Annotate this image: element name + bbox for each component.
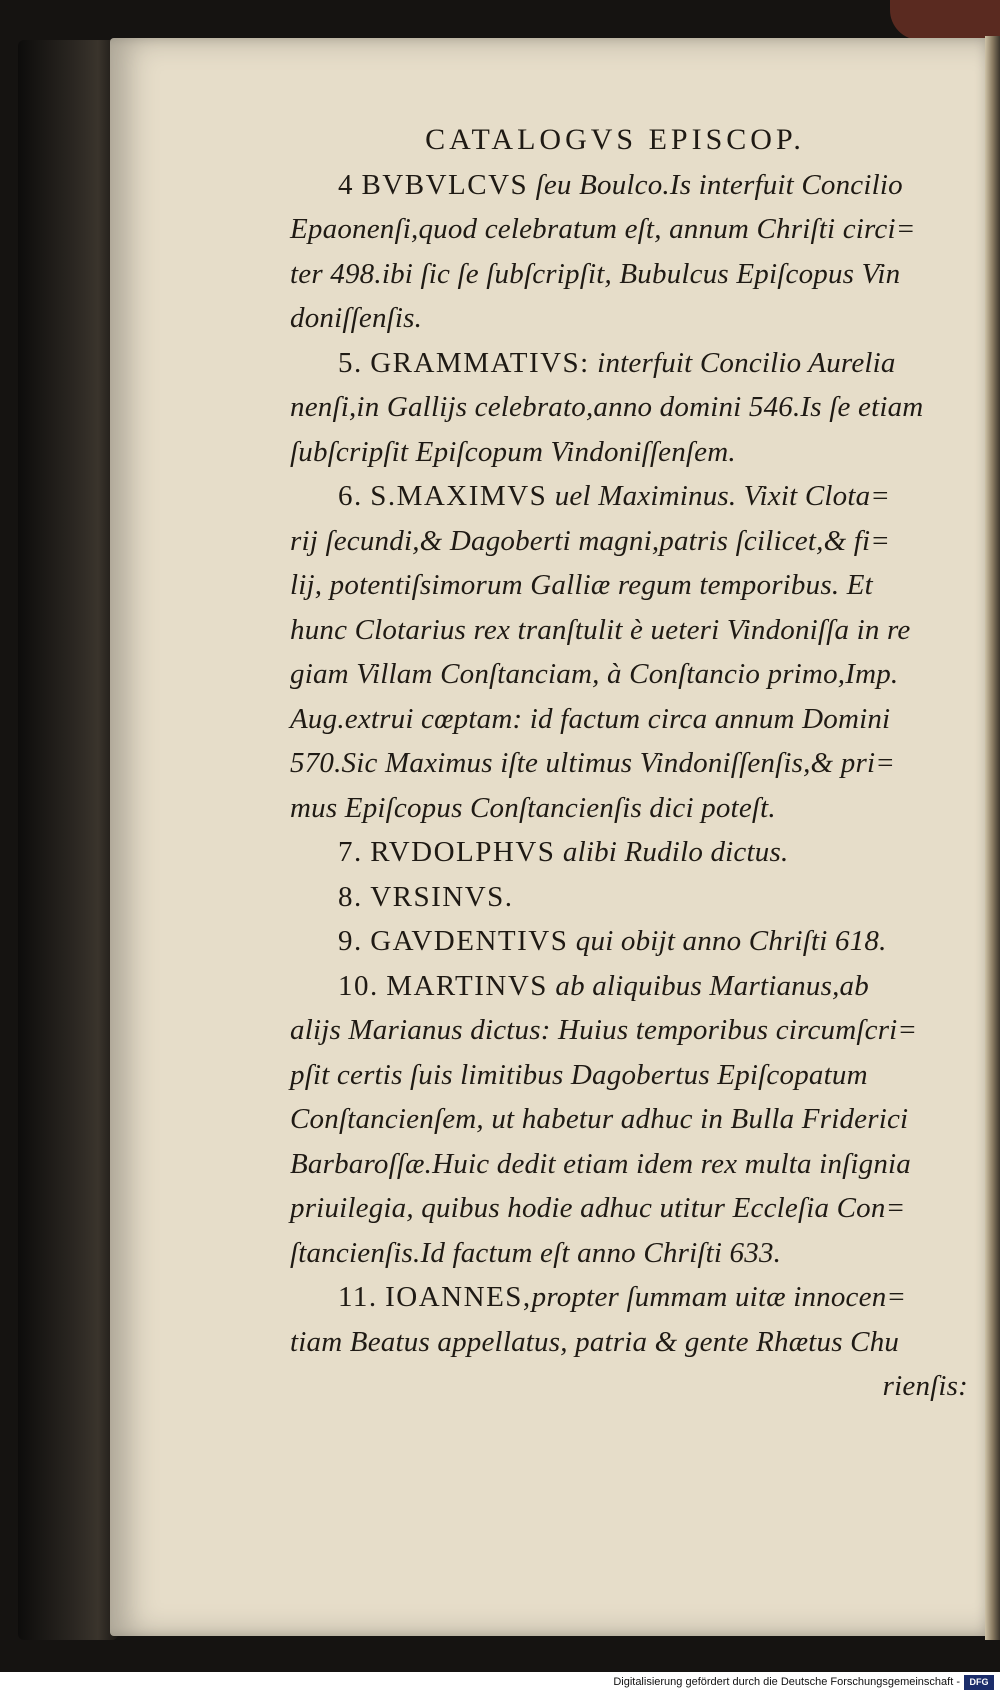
line-text: Conſtancienſem, ut habetur adhuc in Bulla Friderici [290,1103,909,1135]
text-line [290,1275,980,1320]
text-line [290,919,980,964]
line-text: giam Villam Conſtanciam, à Conſtancio primo,Imp. [290,658,899,690]
book-spine [18,40,118,1640]
bishop-name: RVDOLPHVS [370,836,556,868]
text-line [290,430,980,475]
bishop-name: MARTINVS [386,969,548,1002]
digitization-footer [0,1672,1000,1694]
line-text: hunc Clotarius rex tranſtulit è ueteri Vindoniſſa in re [290,613,911,646]
entry-number: 10. [338,969,379,1002]
catalog-entry [290,163,980,341]
line-text: interfuit Concilio Aurelia [589,346,896,379]
entry-number: 9. [338,925,363,957]
line-text: Epaonenſi,quod celebratum eſt, annum Chriſti circi= [290,213,916,245]
catalog-entry [290,341,980,475]
line-text: alibi Rudilo dictus. [555,836,789,868]
line-text: priuilegia, quibus hodie adhuc utitur Eccleſia Con= [290,1192,906,1224]
line-text: ab aliquibus Martianus,ab [547,969,869,1002]
dfg-logo: DFG [964,1675,994,1690]
line-text: doniſſenſis. [290,302,423,334]
text-line [290,474,980,519]
catalog-entry [290,830,980,875]
text-line [290,608,980,653]
text-line [290,875,980,920]
text-line [290,207,980,252]
line-text: ter 498.ibi ſic ſe ſubſcripſit, Bubulcus Epiſcopus Vin [290,257,901,290]
page-text [290,118,980,1409]
text-line [290,1186,980,1231]
line-text: mus Epiſcopus Conſtancienſis dici poteſt. [290,791,776,824]
line-text: lij, potentiſsimorum Galliæ regum temporibus. Et [290,569,873,601]
bishop-name: S.MAXIMVS [370,480,548,512]
line-text: nenſi,in Gallijs celebrato,anno domini 546.Is ſe etiam [290,391,924,423]
line-text: alijs Marianus dictus: Huius temporibus circumſcri= [290,1014,918,1046]
text-line [290,830,980,875]
page-edge [985,36,1000,1640]
line-text: Barbaroſſæ.Huic dedit etiam idem rex multa inſignia [290,1147,912,1180]
bishop-name: VRSINVS. [370,880,514,913]
book-corner [890,0,1000,40]
text-line [290,786,980,831]
entry-number: 7. [338,836,363,868]
text-line [290,1320,980,1365]
line-text: Aug.extrui cœptam: id factum circa annum Domini [290,702,891,735]
line-text: pſit certis ſuis limitibus Dagobertus Epiſcopatum [290,1058,868,1091]
text-line [290,341,980,386]
line-text: tiam Beatus appellatus, patria & gente Rhætus Chu [290,1325,900,1358]
text-line [290,1142,980,1187]
line-text: propter ſummam uitæ innocen= [531,1281,907,1313]
catalog-entry [290,474,980,830]
line-text: qui obijt anno Chriſti 618. [568,925,887,957]
text-line [290,697,980,742]
entry-number: 5. [338,346,363,379]
catalog-entry [290,964,980,1276]
text-line [290,252,980,297]
footer-credit: Digitalisierung gefördert durch die Deutsche Forschungsgemeinschaft - [613,1676,960,1688]
text-line [290,1053,980,1098]
line-text: rienſis: [882,1370,968,1402]
text-line [290,163,980,208]
bishop-name: GAVDENTIVS [370,925,569,957]
text-line [290,741,980,786]
bishop-name: IOANNES, [385,1281,532,1313]
line-text: ſtancienſis.Id factum eſt anno Chriſti 633. [290,1236,782,1269]
line-text: ſeu Boulco.Is interfuit Concilio [528,168,903,201]
text-line [290,652,980,697]
line-text: uel Maximinus. Vixit Clota= [547,480,891,512]
text-line [290,563,980,608]
catalog-entry [290,875,980,920]
bishop-name: GRAMMATIVS: [370,346,590,379]
line-text: 570.Sic Maximus iſte ultimus Vindoniſſenſis,& pri= [290,747,895,779]
catalog-entry [290,1275,980,1409]
entry-number: 11. [338,1281,378,1313]
entry-number: 6. [338,480,363,512]
catalog-entries [290,163,980,1409]
text-line [290,1097,980,1142]
text-line [290,296,980,341]
text-line [290,964,980,1009]
line-text: ſubſcripſit Epiſcopum Vindoniſſenſem. [290,435,736,468]
text-line [290,1008,980,1053]
running-head: CATALOGVS EPISCOP. [425,123,805,156]
line-text: rij ſecundi,& Dagoberti magni,patris ſcilicet,& fi= [290,524,891,557]
entry-number: 8. [338,880,363,913]
text-line [290,1231,980,1276]
bishop-name: BVBVLCVS [361,168,529,201]
text-line [290,519,980,564]
entry-number: 4 [338,168,354,201]
text-line [290,1364,980,1409]
catalog-entry [290,919,980,964]
text-line [290,385,980,430]
